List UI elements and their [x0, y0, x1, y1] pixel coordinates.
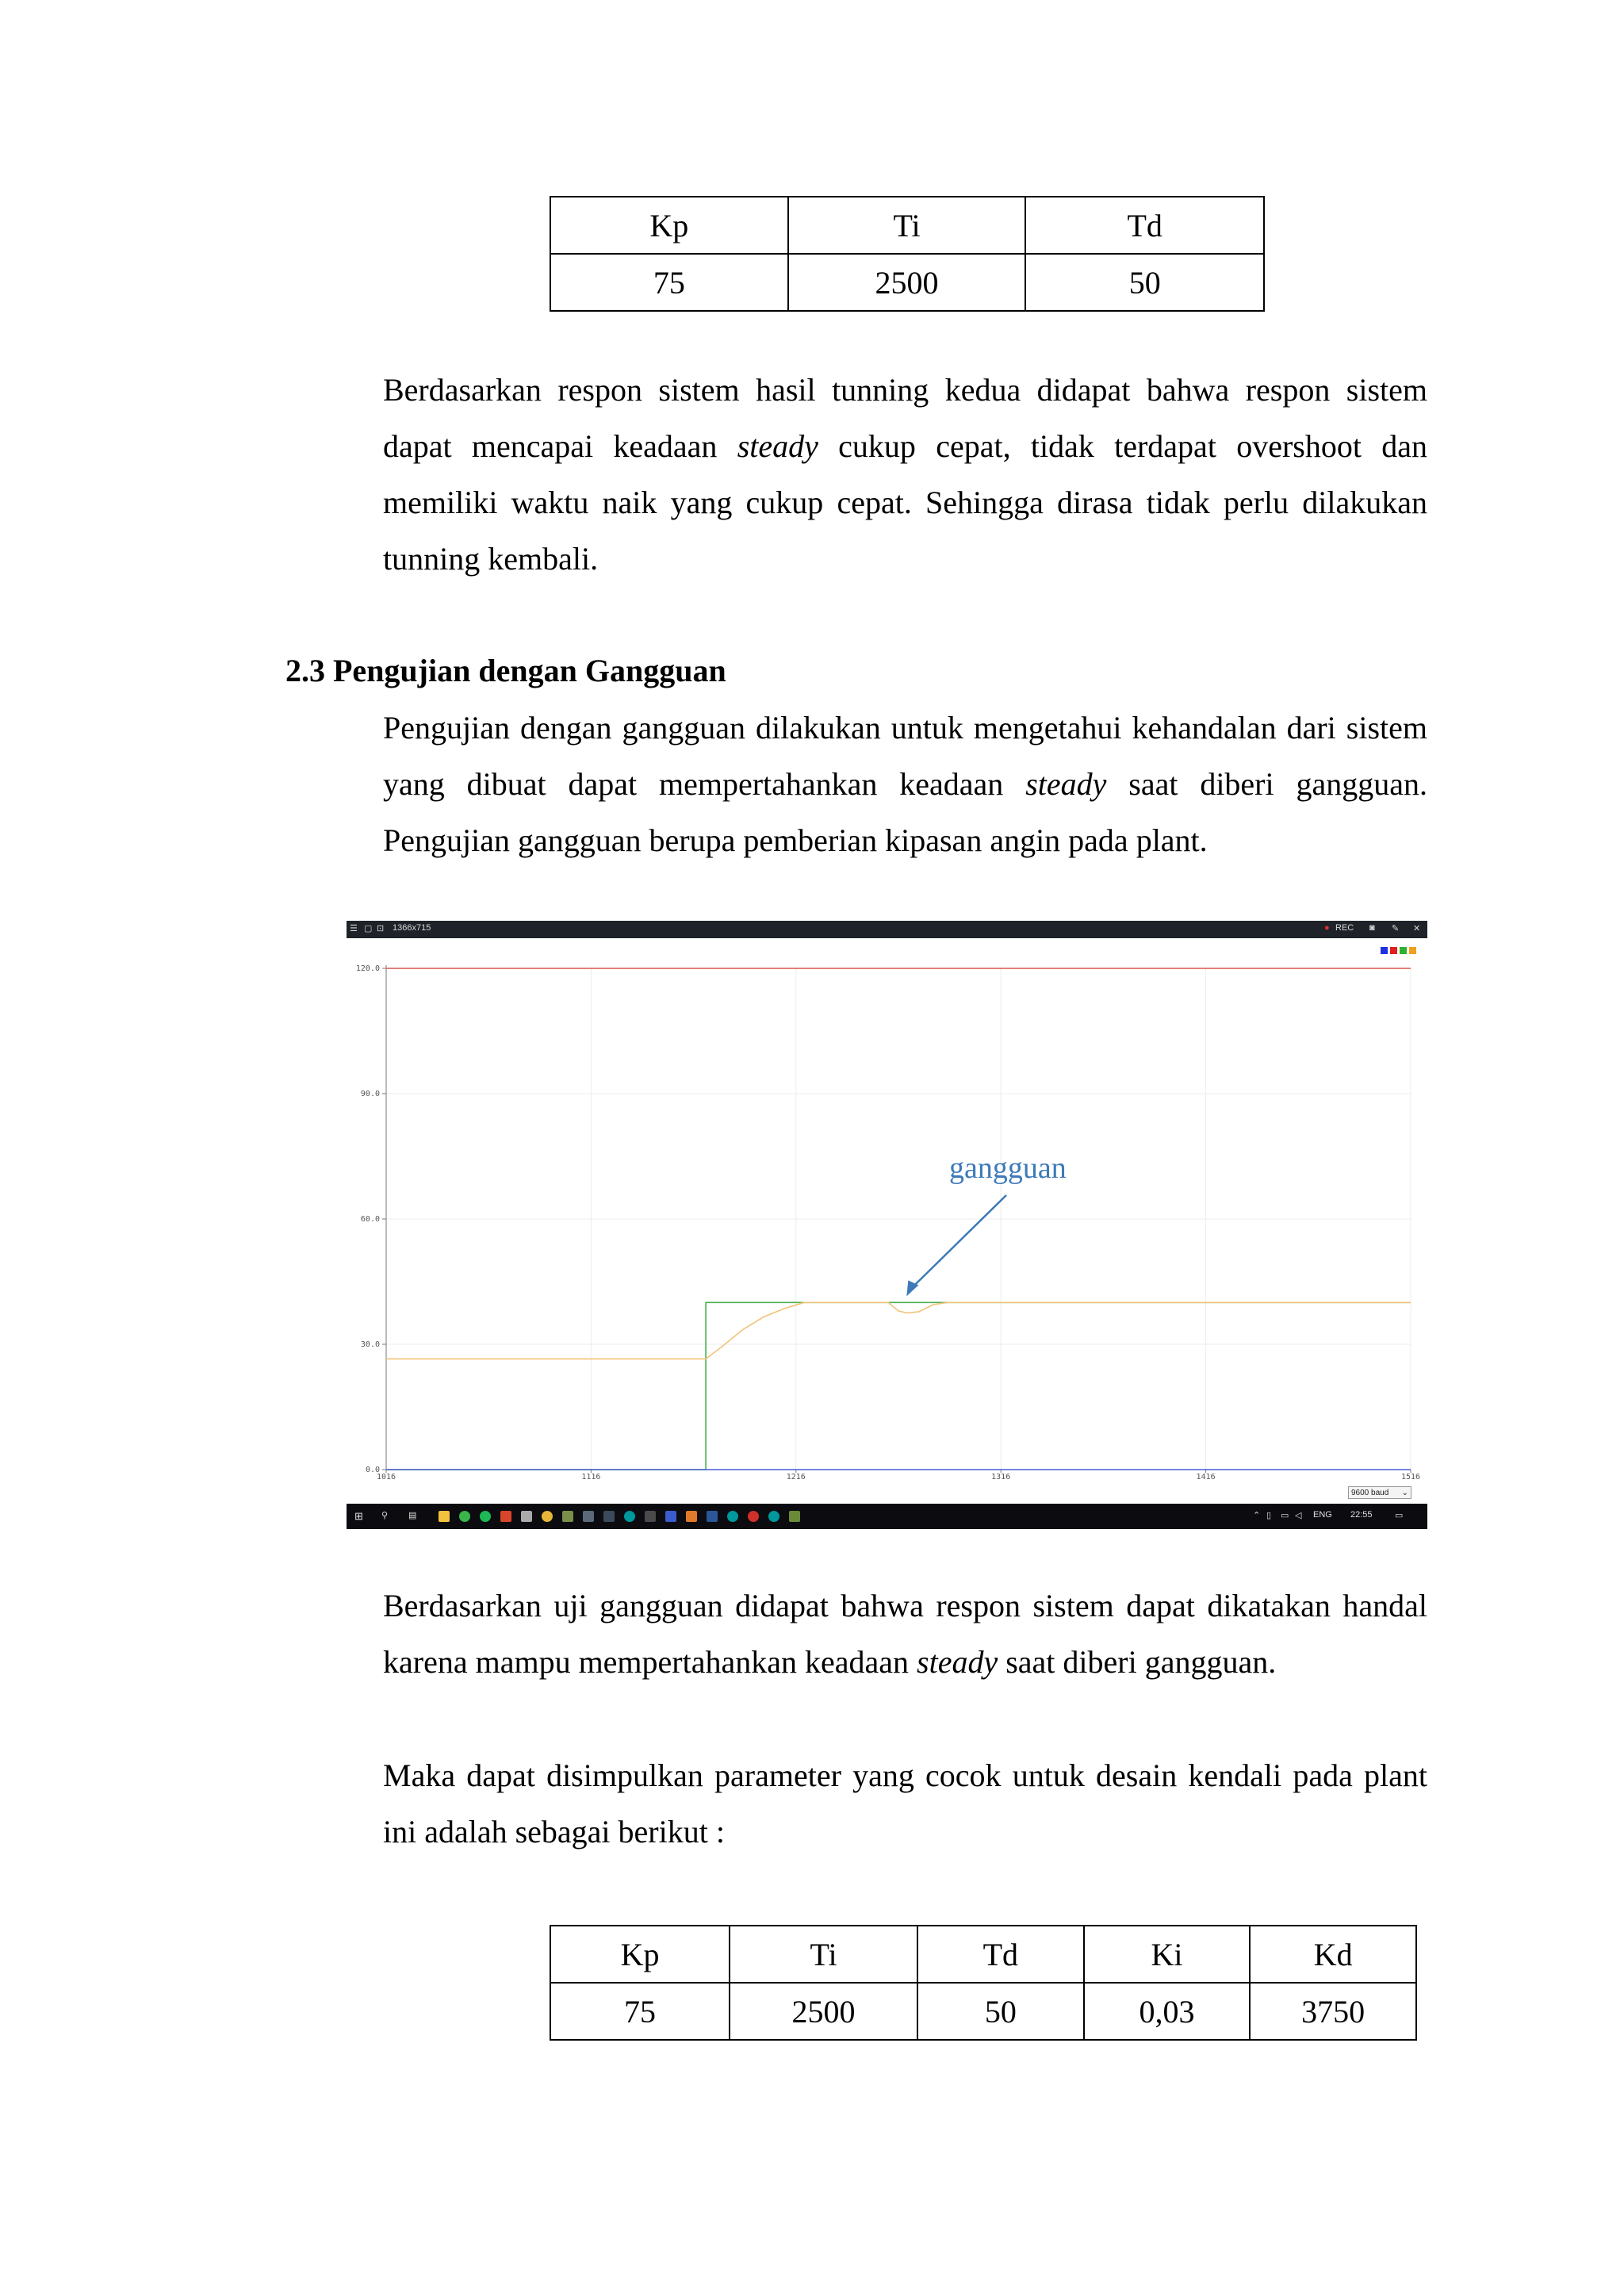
- task-view-icon[interactable]: ▤: [408, 1511, 417, 1520]
- y-tick-label: 90.0: [360, 1090, 380, 1098]
- table-header-cell: Kp: [550, 197, 788, 254]
- word-icon[interactable]: [707, 1511, 718, 1522]
- table-header-row: [550, 197, 1264, 254]
- emphasis-steady: steady: [917, 1644, 998, 1680]
- app-icon[interactable]: [521, 1511, 532, 1522]
- app-icon[interactable]: [665, 1511, 676, 1522]
- annotation-arrow-shaft: [910, 1195, 1006, 1289]
- legend-swatch: [1400, 947, 1407, 954]
- table-header-cell: Ti: [730, 1926, 917, 1983]
- baud-label: 9600 baud: [1351, 1489, 1389, 1497]
- paragraph-text: saat diberi gangguan. Pengujian gangguan berupa pemberian kipasan angin pada plant.: [383, 766, 1427, 858]
- plot-axes: [356, 964, 1420, 1481]
- table-header-row: [550, 1926, 1416, 1983]
- app-icon[interactable]: [500, 1511, 511, 1522]
- paragraph-text: Berdasarkan respon sistem hasil tunning kedua didapat bahwa respon sistem dapat mencapai keadaan: [383, 372, 1427, 464]
- arduino-icon[interactable]: [727, 1511, 738, 1522]
- plot-area: [347, 938, 1427, 1485]
- chevron-up-icon[interactable]: ⌃: [1253, 1511, 1261, 1520]
- table-header-cell: Kp: [550, 1926, 730, 1983]
- plotter-titlebar: [347, 921, 1427, 938]
- legend-swatch: [1381, 947, 1388, 954]
- parameter-table-1: [550, 196, 1265, 312]
- table-cell: 50: [917, 1983, 1084, 2040]
- paragraph-conclusion: Maka dapat disimpulkan parameter yang cocok untuk desain kendali pada plant ini adalah sebagai berikut :: [383, 1757, 1427, 1849]
- y-tick-label: 60.0: [360, 1215, 380, 1224]
- table-cell: 3750: [1250, 1983, 1416, 2040]
- spotify-icon[interactable]: [480, 1511, 491, 1522]
- close-icon: ✕: [1413, 924, 1421, 933]
- search-icon[interactable]: ⚲: [381, 1511, 389, 1520]
- table-header-cell: Ki: [1084, 1926, 1251, 1983]
- file-explorer-icon[interactable]: [439, 1511, 450, 1522]
- app-icon[interactable]: [603, 1511, 615, 1522]
- legend-swatch: [1409, 947, 1416, 954]
- y-tick-label: 120.0: [355, 964, 380, 973]
- serial-plotter-screenshot: [347, 921, 1427, 1529]
- table-header-cell: Td: [917, 1926, 1084, 1983]
- table-header-cell: Ti: [788, 197, 1026, 254]
- chrome-icon[interactable]: [542, 1511, 553, 1522]
- chevron-down-icon: ⌄: [1401, 1489, 1408, 1497]
- paragraph-disturbance-intro: [383, 700, 1427, 868]
- paragraph-text: Berdasarkan uji gangguan didapat bahwa respon sistem dapat dikatakan handal karena mampu mempertahankan keadaan: [383, 1588, 1427, 1680]
- window-icon: ▢: [364, 924, 373, 933]
- arduino-icon[interactable]: [624, 1511, 635, 1522]
- volume-icon[interactable]: ◁: [1295, 1511, 1302, 1520]
- emphasis-steady: steady: [737, 428, 818, 464]
- x-tick-label: 1016: [376, 1473, 396, 1481]
- camera-icon: ◙: [1369, 923, 1375, 933]
- table-cell: 0,03: [1084, 1983, 1251, 2040]
- section-heading: 2.3 Pengujian dengan Gangguan: [285, 653, 726, 688]
- notification-icon[interactable]: ▭: [1395, 1511, 1404, 1520]
- table-row: [550, 1983, 1416, 2040]
- app-icon[interactable]: [686, 1511, 697, 1522]
- chat-app-icon[interactable]: [459, 1511, 470, 1522]
- record-app-icon[interactable]: [748, 1511, 759, 1522]
- table-cell: 2500: [788, 254, 1026, 311]
- paragraph-disturbance-result: [383, 1577, 1427, 1690]
- network-icon[interactable]: ▯: [1266, 1511, 1272, 1520]
- plot-grid: [386, 968, 1411, 1470]
- annotation-label: gangguan: [949, 1152, 1067, 1185]
- app-icon[interactable]: [583, 1511, 594, 1522]
- pen-icon: ✎: [1392, 924, 1400, 933]
- plot-legend: [1381, 947, 1416, 954]
- x-tick-label: 1316: [991, 1473, 1011, 1481]
- table-cell: 75: [550, 254, 788, 311]
- window-size-label: 1366x715: [393, 923, 431, 933]
- table-cell: 50: [1025, 254, 1264, 311]
- legend-swatch: [1390, 947, 1397, 954]
- paragraph-text: cukup cepat, tidak terdapat overshoot dan memiliki waktu naik yang cukup cepat. Sehingga dirasa tidak perlu dilakukan tunning kembali.: [383, 428, 1427, 577]
- baud-select[interactable]: [1348, 1486, 1411, 1499]
- parameter-table-2: [550, 1925, 1417, 2041]
- language-indicator[interactable]: ENG: [1313, 1510, 1332, 1520]
- x-tick-label: 1516: [1400, 1473, 1421, 1481]
- app-icon[interactable]: [645, 1511, 656, 1522]
- response-line: [386, 1302, 1411, 1359]
- x-tick-label: 1116: [581, 1473, 601, 1481]
- arduino-icon[interactable]: [768, 1511, 779, 1522]
- battery-icon[interactable]: ▭: [1281, 1511, 1289, 1520]
- step-input-line: [386, 1302, 1411, 1470]
- paragraph-tuning-result: [383, 362, 1427, 587]
- table-header-cell: Td: [1025, 197, 1264, 254]
- paragraph-text: saat diberi gangguan.: [998, 1644, 1277, 1680]
- app-icon[interactable]: [562, 1511, 573, 1522]
- emphasis-steady: steady: [1025, 766, 1107, 802]
- x-tick-label: 1216: [786, 1473, 806, 1481]
- resize-icon: ⊡: [377, 924, 385, 933]
- x-tick-label: 1416: [1196, 1473, 1216, 1481]
- table-cell: 2500: [730, 1983, 917, 2040]
- paragraph-text: Pengujian dengan gangguan dilakukan untuk mengetahui kehandalan dari sistem yang dibuat dapat mempertahankan keadaan: [383, 710, 1427, 802]
- table-row: [550, 254, 1264, 311]
- record-icon: ●: [1324, 923, 1330, 933]
- app-icon[interactable]: [789, 1511, 800, 1522]
- windows-start-icon[interactable]: ⊞: [354, 1510, 363, 1522]
- y-tick-label: 0.0: [365, 1466, 380, 1474]
- table-header-cell: Kd: [1250, 1926, 1416, 1983]
- y-tick-label: 30.0: [360, 1340, 380, 1349]
- table-cell: 75: [550, 1983, 730, 2040]
- windows-taskbar: [347, 1504, 1427, 1529]
- clock[interactable]: 22:55: [1350, 1510, 1373, 1520]
- record-label: REC: [1335, 923, 1354, 933]
- menu-icon: ☰: [350, 924, 358, 933]
